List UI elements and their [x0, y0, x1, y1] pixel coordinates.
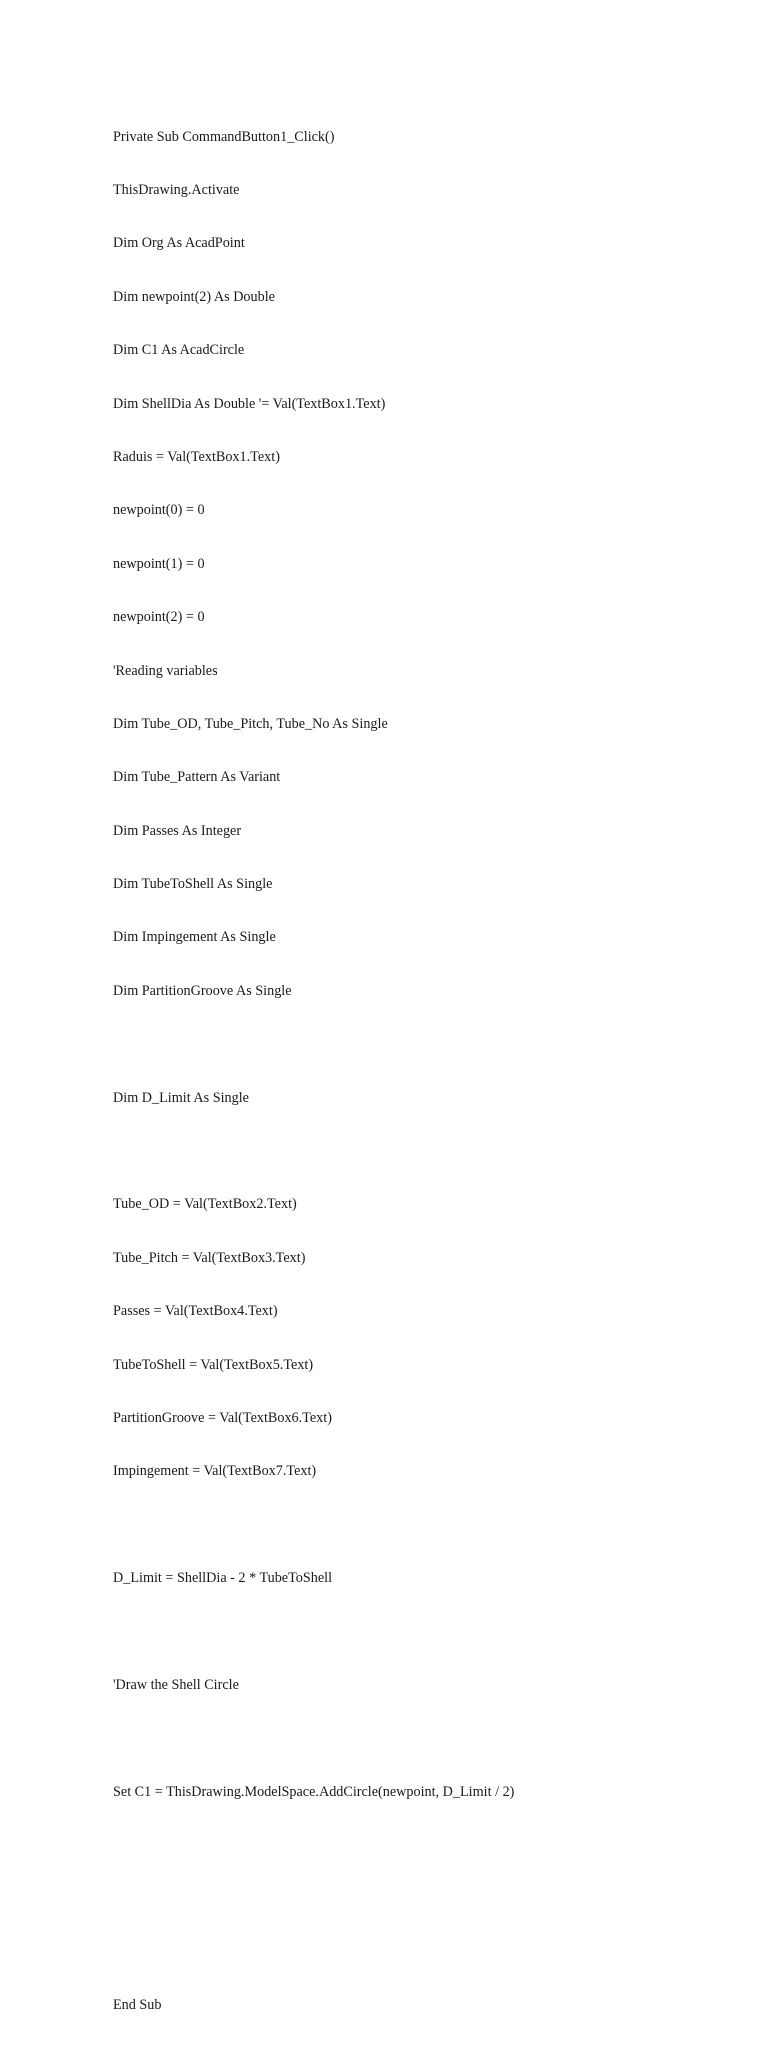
code-line: newpoint(1) = 0 [113, 555, 205, 572]
code-line: Passes = Val(TextBox4.Text) [113, 1303, 278, 1320]
code-line: Set C1 = ThisDrawing.ModelSpace.AddCircle(newpoint, D_Limit / 2) [113, 1783, 515, 1800]
blank-line [113, 1730, 733, 1748]
blank-line [113, 1624, 733, 1642]
code-line: Tube_OD = Val(TextBox2.Text) [113, 1196, 297, 1213]
code-line: Dim Tube_Pattern As Variant [113, 769, 281, 786]
code-line: Tube_Pitch = Val(TextBox3.Text) [113, 1249, 306, 1266]
code-line: Dim PartitionGroove As Single [113, 982, 292, 999]
code-line: Dim Impingement As Single [113, 929, 276, 946]
code-line: Private Sub CommandButton1_Click() [113, 128, 335, 145]
code-comment-line: 'Reading variables [113, 662, 218, 679]
blank-line [113, 1890, 733, 1908]
code-line: Dim TubeToShell As Single [113, 876, 273, 893]
code-line: D_Limit = ShellDia - 2 * TubeToShell [113, 1570, 333, 1587]
code-line: ThisDrawing.Activate [113, 181, 240, 198]
blank-line [113, 1036, 733, 1054]
code-line: newpoint(0) = 0 [113, 502, 205, 519]
code-line: PartitionGroove = Val(TextBox6.Text) [113, 1409, 332, 1426]
blank-line [113, 1517, 733, 1535]
blank-line [113, 1944, 733, 1962]
code-line: End Sub [113, 1997, 162, 2014]
code-line: Dim newpoint(2) As Double [113, 288, 275, 305]
code-line: Impingement = Val(TextBox7.Text) [113, 1463, 317, 1480]
code-line: Raduis = Val(TextBox1.Text) [113, 448, 280, 465]
code-comment-line: 'Draw the Shell Circle [113, 1676, 239, 1693]
code-line: Dim Tube_OD, Tube_Pitch, Tube_No As Single [113, 715, 388, 732]
vba-code-block [113, 93, 733, 2048]
code-line: Dim Passes As Integer [113, 822, 242, 839]
code-line: Dim ShellDia As Double '= Val(TextBox1.Text) [113, 395, 386, 412]
code-line: Dim D_Limit As Single [113, 1089, 249, 1106]
code-line: Dim Org As AcadPoint [113, 235, 245, 252]
code-line: Dim C1 As AcadCircle [113, 342, 245, 359]
code-line: TubeToShell = Val(TextBox5.Text) [113, 1356, 314, 1373]
blank-line [113, 1837, 733, 1855]
blank-line [113, 1143, 733, 1161]
code-line: newpoint(2) = 0 [113, 609, 205, 626]
